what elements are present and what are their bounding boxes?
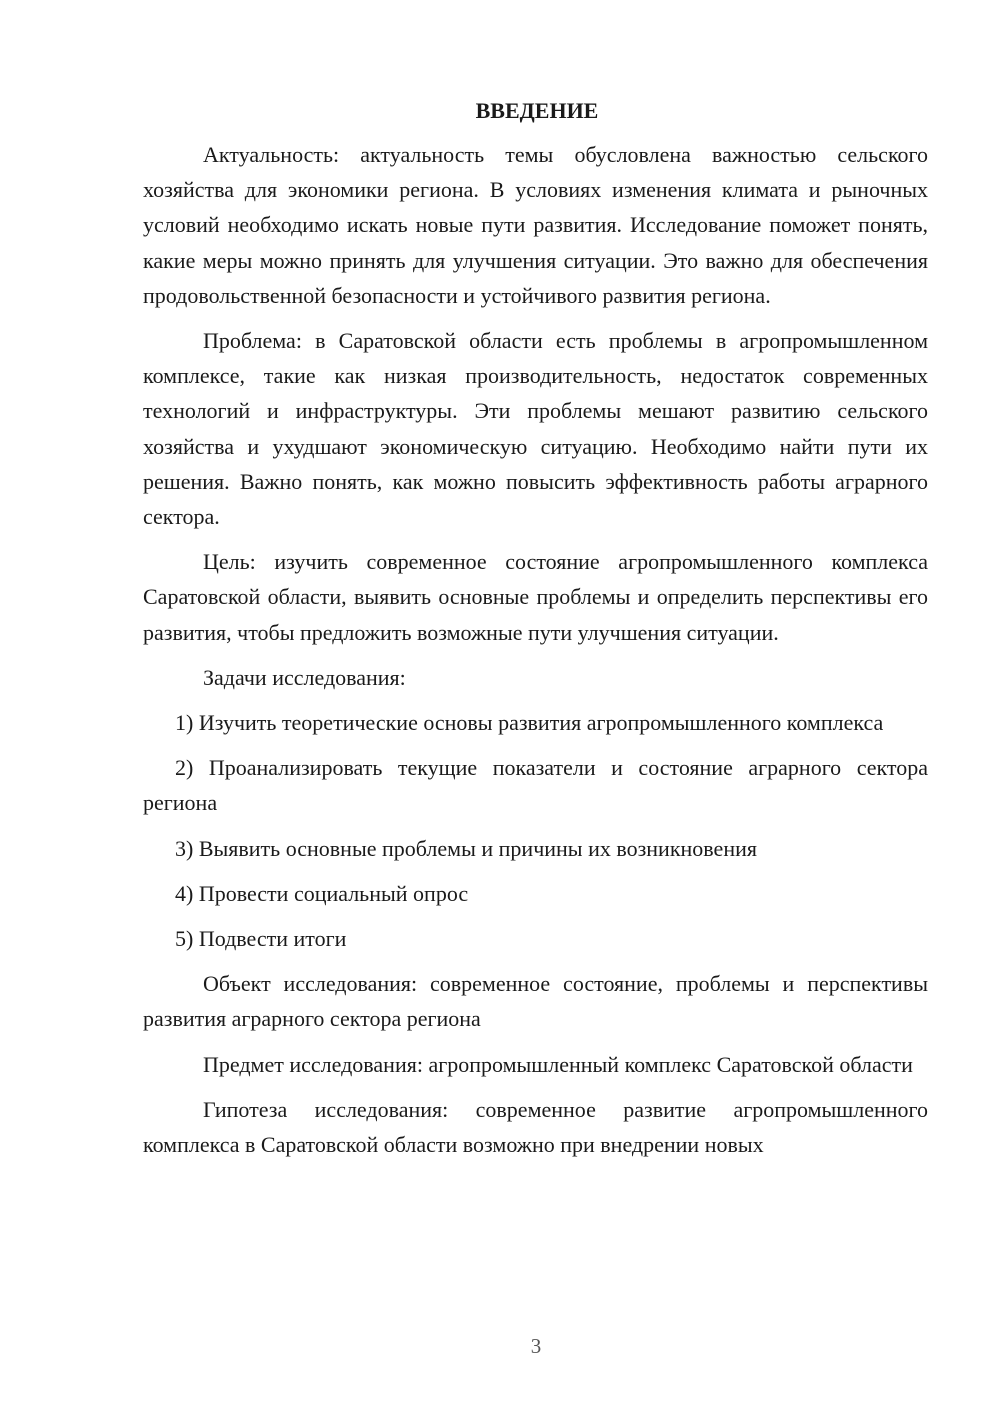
task-item-4: 4) Провести социальный опрос	[175, 880, 469, 906]
paragraph-tasks-intro: Задачи исследования:	[203, 664, 406, 690]
task-item-2: 2) Проанализировать текущие показатели и состояние аграрного сектора региона	[143, 755, 928, 816]
task-item-5: 5) Подвести итоги	[175, 926, 347, 952]
paragraph-relevance: Актуальность: актуальность темы обусловлена важностью сельского хозяйства для экономики региона. В условиях изменения климата и рыночных условий необходимо искать новые пути развития. Исследование поможет понять, какие меры можно принять для улучшения ситуации. Это важно для обеспечения продовольственной безопасности и устойчивого развития региона.	[143, 142, 928, 308]
paragraph-goal: Цель: изучить современное состояние агропромышленного комплекса Саратовской области, выявить основные проблемы и определить перспективы его развития, чтобы предложить возможные пути улучшения ситуации.	[143, 549, 928, 645]
page-number: 3	[530, 1334, 542, 1358]
task-item-3: 3) Выявить основные проблемы и причины их возникновения	[175, 835, 757, 861]
paragraph-object: Объект исследования: современное состояние, проблемы и перспективы развития аграрного сектора региона	[143, 971, 928, 1032]
paragraph-problem: Проблема: в Саратовской области есть проблемы в агропромышленном комплексе, такие как низкая производительность, недостаток современных технологий и инфраструктуры. Эти проблемы мешают развитию сельского хозяйства и ухудшают экономическую ситуацию. Необходимо найти пути их решения. Важно понять, как можно повысить эффективность работы аграрного сектора.	[143, 328, 928, 530]
page-content	[143, 95, 928, 1172]
paragraph-subject: Предмет исследования: агропромышленный комплекс Саратовской области	[203, 1051, 913, 1077]
paragraph-hypothesis: Гипотеза исследования: современное развитие агропромышленного комплекса в Саратовской области возможно при внедрении новых	[143, 1096, 928, 1158]
task-item-1: 1) Изучить теоретические основы развития агропромышленного комплекса	[175, 710, 884, 736]
section-heading: ВВЕДЕНИЕ	[475, 98, 599, 123]
